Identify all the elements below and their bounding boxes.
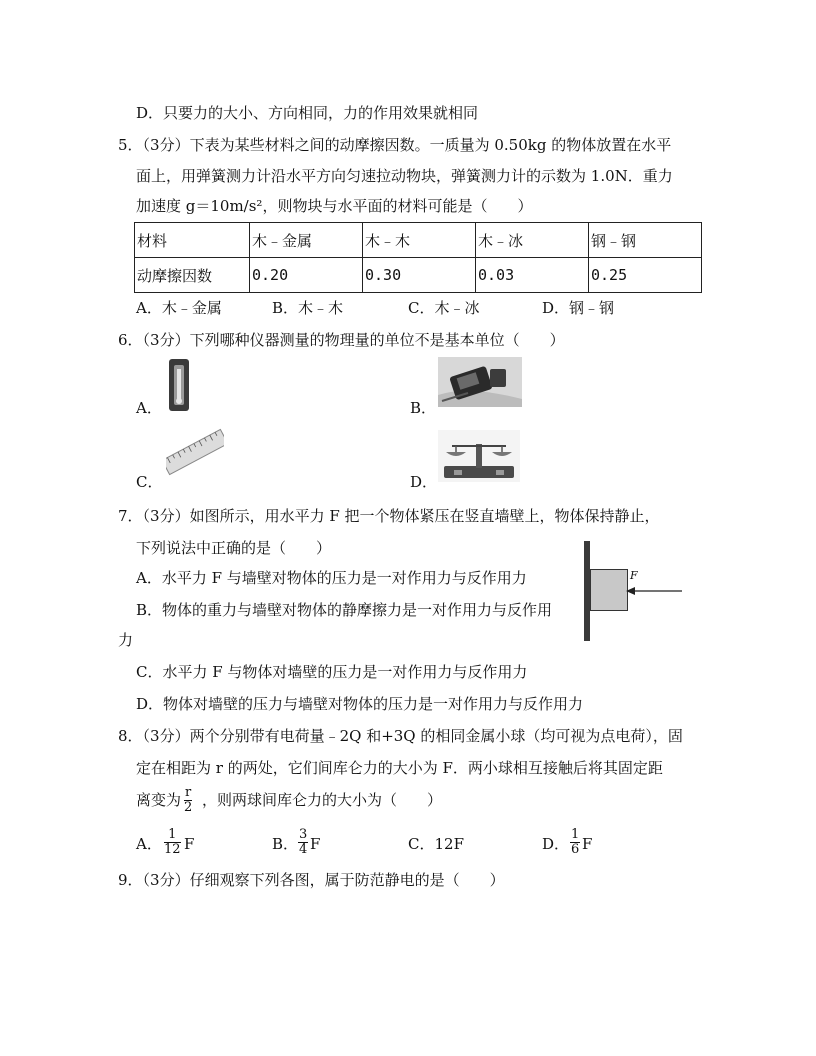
q8-option-b-fraction	[298, 828, 308, 857]
stopwatch-icon	[438, 357, 522, 407]
fraction-denominator: 6	[571, 842, 580, 857]
table-cell: 动摩擦因数	[135, 258, 250, 293]
table-cell: 钢﹣钢	[589, 223, 702, 258]
q5-option-d: D．钢﹣钢	[542, 299, 615, 317]
friction-table	[134, 222, 702, 293]
q8-option-a-label: A．	[136, 835, 162, 853]
fraction-numerator: r	[185, 785, 192, 800]
q8-stem-line3-post: ，则两球间库仑力的大小为（ ）	[202, 791, 443, 809]
distance-fraction	[184, 786, 192, 815]
q8-option-d-fraction	[570, 828, 580, 857]
table-cell: 材料	[135, 223, 250, 258]
q5-stem-line1: 5．（3分）下表为某些材料之间的动摩擦因数。一质量为 0.50kg 的物体放置在水平	[118, 136, 672, 154]
q5-stem-line2: 面上，用弹簧测力计沿水平方向匀速拉动物块，弹簧测力计的示数为 1.0N．重力	[136, 167, 673, 185]
q5-option-c: C．木﹣冰	[408, 299, 480, 317]
q7-option-a: A．水平力 F 与墙壁对物体的压力是一对作用力与反作用力	[136, 569, 527, 587]
fraction-denominator: 2	[184, 800, 193, 815]
table-row	[135, 258, 702, 293]
q5-stem-line3: 加速度 g＝10m/s²，则物块与水平面的材料可能是（ ）	[136, 197, 533, 215]
q8-option-d-label: D．	[542, 835, 570, 853]
q8-option-a-fraction	[164, 828, 181, 857]
table-cell: 木﹣金属	[250, 223, 363, 258]
fraction-numerator: 1	[571, 827, 580, 842]
table-cell: 0.20	[250, 258, 363, 293]
q6-option-a-label: A．	[136, 399, 162, 417]
force-label: F	[630, 569, 638, 582]
q9-stem: 9．（3分）仔细观察下列各图，属于防范静电的是（ ）	[118, 871, 505, 889]
fraction-numerator: 3	[299, 827, 308, 842]
q7-option-d: D．物体对墙壁的压力与墙壁对物体的压力是一对作用力与反作用力	[136, 695, 584, 713]
q8-option-b-unit: F	[310, 835, 321, 853]
q7-option-b-line2: 力	[118, 631, 134, 649]
q7-option-c: C．水平力 F 与物体对墙壁的压力是一对作用力与反作用力	[136, 663, 528, 681]
table-cell: 0.30	[363, 258, 476, 293]
q8-option-b-label: B．	[272, 835, 299, 853]
q6-option-d-label: D．	[410, 473, 438, 491]
force-arrow-icon	[626, 584, 682, 598]
q6-stem: 6．（3分）下列哪种仪器测量的物理量的单位不是基本单位（ ）	[118, 331, 565, 349]
q8-option-a-unit: F	[184, 835, 195, 853]
table-cell: 木﹣木	[363, 223, 476, 258]
table-cell: 木﹣冰	[476, 223, 589, 258]
q5-option-b: B．木﹣木	[272, 299, 344, 317]
fraction-denominator: 4	[299, 842, 308, 857]
fraction-numerator: 1	[164, 828, 181, 843]
ruler-icon	[166, 428, 224, 476]
thermometer-icon	[166, 357, 192, 413]
q7-stem-line1: 7．（3分）如图所示，用水平力 F 把一个物体紧压在竖直墙壁上，物体保持静止，	[118, 507, 660, 525]
q8-option-d-unit: F	[582, 835, 593, 853]
q8-stem-line3-pre: 离变为	[136, 791, 182, 809]
q7-stem-line2: 下列说法中正确的是（ ）	[136, 539, 332, 557]
table-cell: 0.25	[589, 258, 702, 293]
q8-option-c: C．12F	[408, 835, 464, 853]
q8-stem-line1: 8．（3分）两个分别带有电荷量﹣2Q 和+3Q 的相同金属小球（均可视为点电荷），固	[118, 727, 683, 745]
q6-option-c-label: C．	[136, 473, 163, 491]
table-cell: 0.03	[476, 258, 589, 293]
q6-option-b-label: B．	[410, 399, 437, 417]
q8-stem-line2: 定在相距为 r 的两处，它们间库仑力的大小为 F．两小球相互接触后将其固定距	[136, 759, 663, 777]
balance-scale-icon	[438, 430, 520, 482]
table-row	[135, 223, 702, 258]
fraction-denominator: 12	[164, 842, 181, 857]
block	[590, 569, 628, 611]
q7-option-b-line1: B．物体的重力与墙壁对物体的静摩擦力是一对作用力与反作用	[136, 601, 553, 619]
q4-option-d: D．只要力的大小、方向相同，力的作用效果就相同	[136, 104, 479, 122]
q5-option-a: A．木﹣金属	[136, 299, 222, 317]
